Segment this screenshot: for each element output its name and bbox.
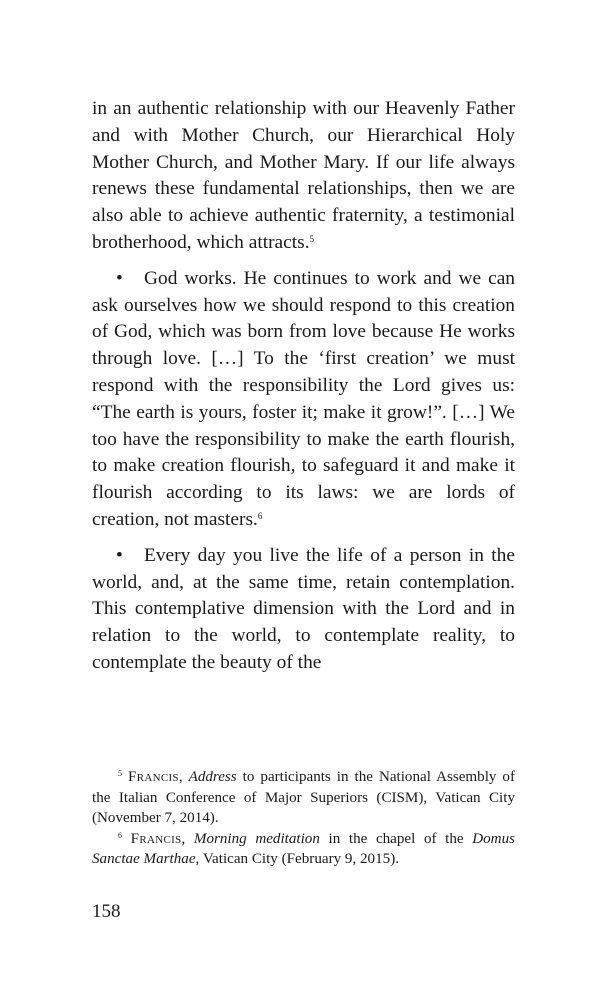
bullet-icon: • (116, 544, 123, 566)
footnote-6-middle: in the chapel of the (319, 830, 473, 847)
footnotes (92, 767, 515, 870)
footnote-5-number: 5 (118, 769, 122, 778)
footnote-5: $^5$ Francis, Address to participants in the National Assembly of the Italian Conference of Major Superiors (CISM), Vatican City (November 7, 2014). (92, 769, 516, 826)
footnote-5-author: Francis (128, 769, 179, 785)
footnote-6-author: Francis (130, 830, 182, 847)
footnote-ref-5[interactable]: 5 (309, 233, 315, 244)
paragraph-2 (92, 266, 515, 534)
footnote-6: $^6$ Francis, Morning meditation in the chapel of the Domus Sanctae Marthae, Vatican City (February 9, 2015). (92, 830, 515, 867)
footnote-5-title: Address (188, 769, 237, 785)
main-text (92, 96, 515, 677)
footnote-6-place: Domus Sanctae Marthae (92, 830, 515, 867)
footnote-ref-6[interactable]: 6 (257, 510, 263, 521)
paragraph-3 (92, 543, 515, 677)
footnote-6-number: 6 (118, 830, 122, 840)
paragraph-3-text: Every day you live the life of a person in the world, and, at the same time, retain contemplation. This contemplative dimension with the Lord and in relation to the world, to contemplate reality, to contemplate the beauty of the (92, 544, 515, 673)
paragraph-1 (92, 96, 515, 257)
page-body (92, 96, 515, 677)
paragraph-1-text: in an authentic relationship with our Heavenly Father and with Mother Church, our Hierarchical Holy Mother Church, and Mother Mary. If our life always renews these fundamental relationships, then we are also able to achieve authentic fraternity, a testimonial brotherhood, which attracts. (92, 98, 515, 253)
page-number: 158 (92, 901, 121, 922)
footnote-6-title: Morning meditation (193, 830, 320, 847)
bullet-icon: • (116, 267, 123, 289)
footnote-5-rest: to participants in the National Assembly of the Italian Conference of Major Superiors (CISM), Vatican City (November 7, 2014). (92, 769, 516, 826)
footnote-6-rest: , Vatican City (February 9, 2015). (195, 851, 399, 867)
paragraph-2-text: God works. He continues to work and we can ask ourselves how we should respond to this creation of God, which was born from love because He works through love. […] To the ‘first creation’ we must respond with the responsibility the Lord gives us: “The earth is yours, foster it; make it grow!”. […] We too have the responsibility to make the earth flourish, to make creation flourish, to safeguard it and make it flourish according to its laws: we are lords of creation, not masters. (92, 267, 515, 530)
